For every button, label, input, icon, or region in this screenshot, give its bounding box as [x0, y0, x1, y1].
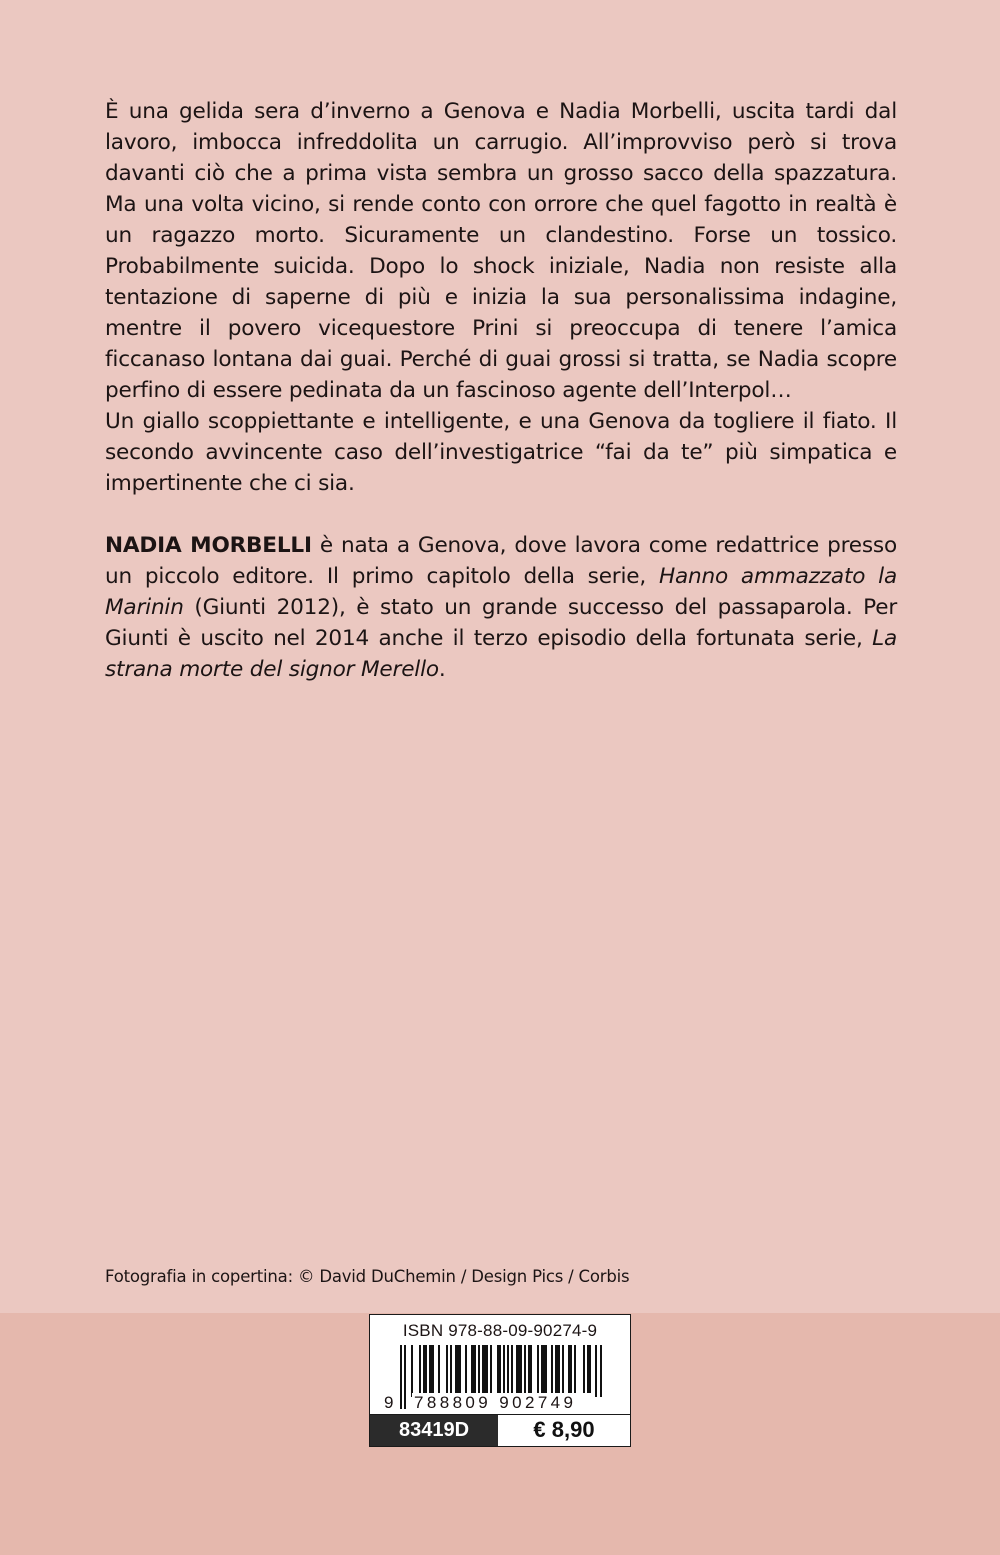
barcode-bar [429, 1345, 433, 1397]
barcode-lead-digit: 9 [384, 1393, 394, 1412]
barcode-bar [524, 1345, 526, 1397]
barcode-bar [528, 1345, 532, 1397]
barcode-digits: 788809 902749 [412, 1393, 594, 1413]
tagline-paragraph: Un giallo scoppiettante e intelligente, e una Genova da togliere il fiato. Il secondo avvincente caso dell’investigatrice “fai da te” più simpatica e impertinente che ci sia. [105, 409, 897, 496]
barcode-bar [450, 1345, 452, 1397]
barcode-bar [404, 1345, 406, 1409]
barcode-bar [411, 1345, 413, 1397]
price: € 8,90 [498, 1415, 630, 1446]
isbn-label: ISBN 978-88-09-90274-9 [402, 1321, 598, 1340]
barcode-bar [438, 1345, 440, 1397]
barcode-bar [507, 1345, 509, 1397]
barcode-bar [497, 1345, 501, 1397]
author-bio-text-1: è nata a Genova, dove lavora come redattrice presso un piccolo editore. Il primo capitolo della serie, [105, 533, 897, 589]
barcode-bar [471, 1345, 475, 1397]
author-bio-text-3: . [438, 657, 446, 682]
barcode-bar [455, 1345, 461, 1397]
barcode-bar [537, 1345, 539, 1397]
book-title-2: La strana morte del signor Merello [105, 626, 897, 682]
author-name: NADIA MORBELLI [105, 533, 312, 558]
book-title-1: Hanno ammazzato la Marinin [105, 564, 897, 620]
barcode-label [369, 1314, 631, 1447]
paragraph-spacer [105, 499, 897, 530]
photo-credit: Fotografia in copertina: © David DuChemin / Design Pics / Corbis [105, 1267, 630, 1286]
product-code: 83419D [370, 1415, 498, 1446]
barcode-bar [503, 1345, 505, 1397]
barcode-bar [568, 1345, 572, 1397]
barcode-bar [516, 1345, 522, 1397]
barcode-bar [465, 1345, 467, 1397]
barcode-bar [562, 1345, 564, 1397]
synopsis-paragraph: È una gelida sera d’inverno a Genova e Nadia Morbelli, uscita tardi dal lavoro, imbocca infreddolita un carrugio. All’improvviso però si trova davanti ciò che a prima vista sembra un grosso sacco della spazzatura. Ma una volta vicino, si rende conto con orrore che quel fagotto in realtà è un ragazzo morto. Sicuramente un clandestino. Forse un tossico. Probabilmente suicida. Dopo lo shock iniziale, Nadia non resiste alla tentazione di saperne di più e inizia la sua personalissima indagine, mentre il povero vicequestore Prini si preoccupa di tenere l’amica ficcanaso lontana dai guai. Perché di guai grossi si tratta, se Nadia scopre perfino di essere pedinata da un fascinoso agente dell’Interpol… [105, 99, 897, 403]
barcode-bar [574, 1345, 576, 1397]
barcode-bar [482, 1345, 488, 1397]
barcode-bar [423, 1345, 427, 1397]
barcode-bar [478, 1345, 480, 1397]
barcode-bar [400, 1345, 402, 1409]
barcode-bar [551, 1345, 553, 1397]
barcode-bar [600, 1345, 602, 1397]
barcode-bar [595, 1345, 597, 1397]
price-row [370, 1414, 630, 1446]
author-bio [105, 530, 897, 685]
barcode-bar [446, 1345, 448, 1397]
barcode-bar [511, 1345, 513, 1397]
author-bio-text-2: (Giunti 2012), è stato un grande successo del passaparola. Per Giunti è uscito nel 2014 anche il terzo episodio della fortunata serie, [105, 595, 897, 651]
barcode-bar [541, 1345, 547, 1397]
barcode-bar [555, 1345, 559, 1397]
barcode-bar [419, 1345, 421, 1397]
barcode-bar [490, 1345, 492, 1397]
back-cover-blurb [105, 96, 897, 685]
